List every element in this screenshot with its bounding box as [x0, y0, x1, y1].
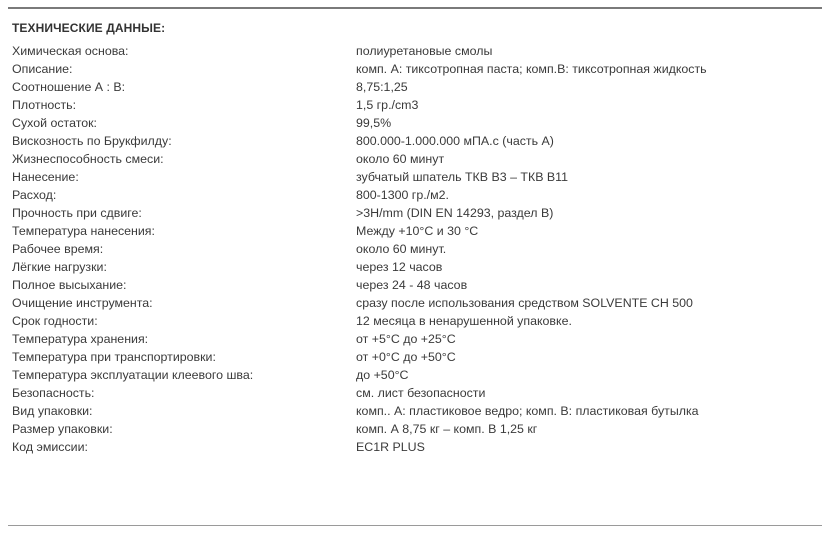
- tech-data-row: [12, 240, 822, 258]
- property-value: сразу после использования средством SOLVENTE CH 500: [356, 296, 693, 310]
- property-value: зубчатый шпатель ТКВ В3 – ТКВ В11: [356, 170, 569, 184]
- property-label: Жизнеспособность смеси:: [12, 152, 164, 166]
- property-value: 1,5 гр./cm3: [356, 98, 419, 112]
- property-value: 8,75:1,25: [356, 80, 408, 94]
- tech-data-row: [12, 114, 822, 132]
- tech-data-row: [12, 438, 822, 456]
- tech-data-row: [12, 348, 822, 366]
- property-label: Нанесение:: [12, 170, 79, 184]
- tech-data-table: [12, 42, 822, 456]
- tech-data-row: [12, 78, 822, 96]
- tech-data-row: [12, 96, 822, 114]
- tech-data-row: [12, 60, 822, 78]
- property-label: Химическая основа:: [12, 44, 129, 58]
- tech-data-row: [12, 420, 822, 438]
- property-label: Вискозность по Брукфилду:: [12, 134, 172, 148]
- property-label: Соотношение А : В:: [12, 80, 126, 94]
- property-value: EC1R PLUS: [356, 440, 425, 454]
- property-value: 800.000-1.000.000 мПА.с (часть А): [356, 134, 554, 148]
- tech-data-row: [12, 222, 822, 240]
- property-value: комп. А: тиксотропная паста; комп.В: тиксотропная жидкость: [356, 62, 707, 76]
- property-label: Сухой остаток:: [12, 116, 97, 130]
- property-label: Температура при транспортировки:: [12, 350, 216, 364]
- property-label: Температура эксплуатации клеевого шва:: [12, 368, 254, 382]
- property-value: около 60 минут.: [356, 242, 447, 256]
- section-title: ТЕХНИЧЕСКИЕ ДАННЫЕ:: [12, 21, 166, 35]
- property-value: Между +10°С и 30 °С: [356, 224, 479, 238]
- tech-data-row: [12, 168, 822, 186]
- bottom-divider: [8, 525, 822, 526]
- tech-data-row: [12, 186, 822, 204]
- tech-data-row: [12, 276, 822, 294]
- property-value: через 12 часов: [356, 260, 443, 274]
- property-value: комп.. А: пластиковое ведро; комп. В: пластиковая бутылка: [356, 404, 699, 418]
- tech-data-row: [12, 330, 822, 348]
- tech-data-row: [12, 294, 822, 312]
- property-label: Код эмиссии:: [12, 440, 88, 454]
- property-label: Рабочее время:: [12, 242, 104, 256]
- property-label: Безопасность:: [12, 386, 95, 400]
- property-label: Плотность:: [12, 98, 77, 112]
- property-label: Температура нанесения:: [12, 224, 155, 238]
- property-label: Расход:: [12, 188, 57, 202]
- property-value: 99,5%: [356, 116, 392, 130]
- property-value: до +50°С: [356, 368, 409, 382]
- property-label: Прочность при сдвиге:: [12, 206, 142, 220]
- property-value: около 60 минут: [356, 152, 445, 166]
- tech-data-row: [12, 150, 822, 168]
- property-value: >3H/mm (DIN EN 14293, раздел В): [356, 206, 554, 220]
- tech-data-row: [12, 312, 822, 330]
- property-value: см. лист безопасности: [356, 386, 486, 400]
- property-value: 12 месяца в ненарушенной упаковке.: [356, 314, 572, 328]
- property-label: Лёгкие нагрузки:: [12, 260, 107, 274]
- tech-data-row: [12, 258, 822, 276]
- tech-data-row: [12, 204, 822, 222]
- tech-data-row: [12, 402, 822, 420]
- tech-data-row: [12, 42, 822, 60]
- property-label: Описание:: [12, 62, 73, 76]
- property-value: 800-1300 гр./м2.: [356, 188, 449, 202]
- property-label: Очищение инструмента:: [12, 296, 153, 310]
- tech-data-row: [12, 366, 822, 384]
- tech-data-row: [12, 132, 822, 150]
- property-label: Температура хранения:: [12, 332, 149, 346]
- property-value: комп. А 8,75 кг – комп. В 1,25 кг: [356, 422, 538, 436]
- property-value: через 24 - 48 часов: [356, 278, 468, 292]
- property-value: от +5°С до +25°С: [356, 332, 456, 346]
- property-value: от +0°С до +50°С: [356, 350, 456, 364]
- property-label: Вид упаковки:: [12, 404, 93, 418]
- property-value: полиуретановые смолы: [356, 44, 493, 58]
- property-label: Полное высыхание:: [12, 278, 127, 292]
- tech-data-row: [12, 384, 822, 402]
- top-divider: [8, 7, 822, 9]
- property-label: Срок годности:: [12, 314, 98, 328]
- property-label: Размер упаковки:: [12, 422, 113, 436]
